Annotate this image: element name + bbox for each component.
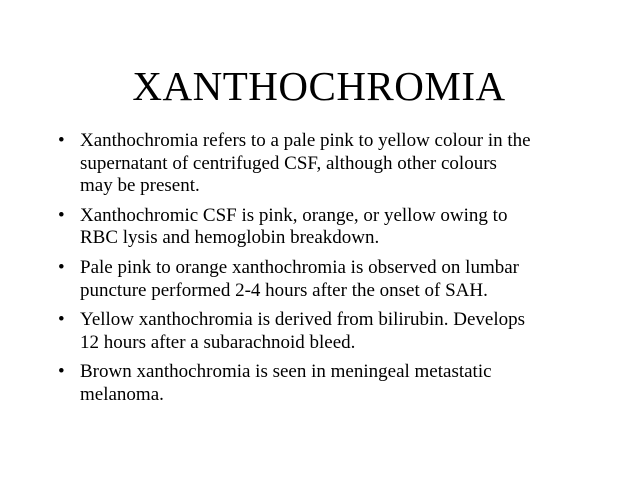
list-item: [58, 257, 598, 302]
list-item: [58, 361, 598, 406]
bullet-line: Xanthochromia refers to a pale pink to yellow colour in the: [80, 130, 531, 151]
bullet-icon: •: [58, 204, 65, 226]
bullet-line: puncture performed 2-4 hours after the onset of SAH.: [80, 279, 488, 301]
bullet-line: Pale pink to orange xanthochromia is observed on lumbar: [80, 256, 520, 278]
list-item: [58, 205, 598, 250]
bullet-icon: •: [58, 256, 65, 278]
bullet-line: may be present.: [80, 175, 200, 197]
bullet-line: Brown xanthochromia is seen in meningeal metastatic: [80, 361, 492, 383]
bullet-icon: •: [58, 309, 65, 331]
slide-title: XANTHOCHROMIA: [132, 63, 506, 109]
bullet-line: Yellow xanthochromia is derived from bilirubin. Develops: [80, 309, 526, 331]
bullet-line: melanoma.: [80, 383, 164, 405]
bullet-line: RBC lysis and hemoglobin breakdown.: [80, 227, 380, 249]
list-item: [58, 309, 598, 354]
bullet-line: supernatant of centrifuged CSF, although other colours: [80, 152, 497, 174]
bullet-icon: •: [58, 130, 65, 151]
bullet-list: [58, 130, 598, 414]
bullet-icon: •: [58, 361, 65, 383]
bullet-line: Xanthochromic CSF is pink, orange, or yellow owing to: [80, 204, 508, 226]
bullet-line: 12 hours after a subarachnoid bleed.: [80, 331, 356, 353]
list-item: [58, 130, 598, 198]
